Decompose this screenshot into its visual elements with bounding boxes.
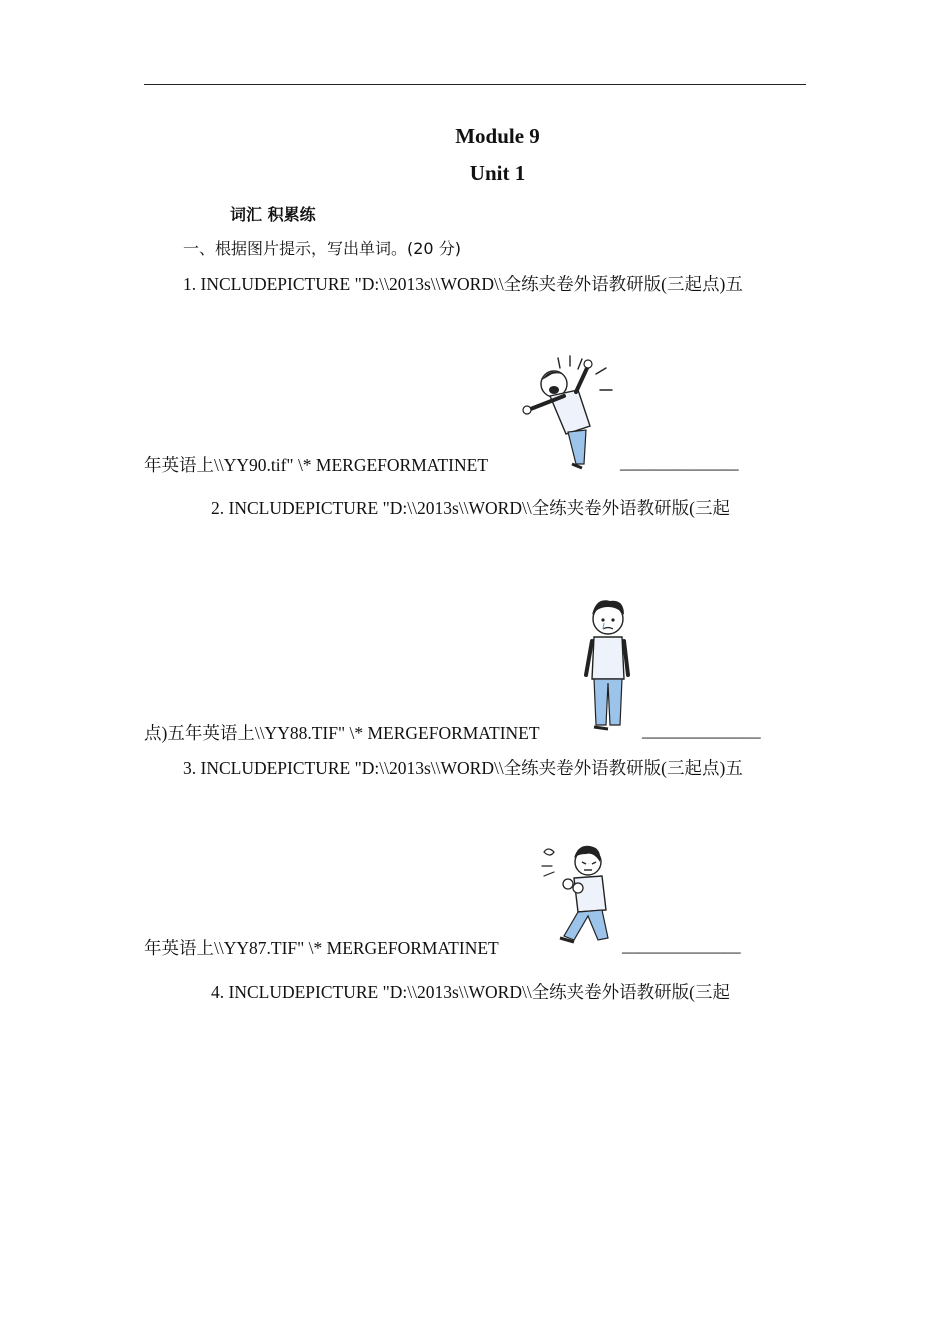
item-1-first-line: 1. INCLUDEPICTURE "D:\\2013s\\WORD\\全练夹卷外语教研版(三起点)五	[183, 274, 743, 294]
item-3-second-line: 年英语上\\YY87.TIF" \* MERGEFORMATINET	[144, 938, 499, 958]
item-2-second-line: 点)五年英语上\\YY88.TIF" \* MERGEFORMATINET	[144, 723, 540, 743]
item-4-first-line: 4. INCLUDEPICTURE "D:\\2013s\\WORD\\全练夹卷外语教研版(三起	[211, 982, 731, 1002]
item-3-first-line: 3. INCLUDEPICTURE "D:\\2013s\\WORD\\全练夹卷外语教研版(三起点)五	[183, 758, 743, 778]
boy-sad-crying-icon	[578, 595, 638, 735]
module-title: Module 9	[455, 124, 540, 148]
unit-title: Unit 1	[469, 161, 526, 185]
part-one-instruction: 一、根据图片提示，写出单词。(20 分)	[183, 239, 461, 258]
item-3-answer-blank[interactable]: ______________	[622, 935, 741, 955]
section-heading: 词汇 积累练	[230, 205, 316, 224]
boy-angry-icon	[538, 840, 616, 948]
boy-shouting-excited-icon	[520, 352, 620, 470]
item-2-answer-blank[interactable]: ______________	[642, 720, 761, 740]
item-1-answer-blank[interactable]: ______________	[620, 452, 739, 472]
item-1-second-line: 年英语上\\YY90.tif" \* MERGEFORMATINET	[144, 455, 489, 475]
item-2-first-line: 2. INCLUDEPICTURE "D:\\2013s\\WORD\\全练夹卷外语教研版(三起	[211, 498, 731, 518]
header-rule	[144, 84, 806, 85]
